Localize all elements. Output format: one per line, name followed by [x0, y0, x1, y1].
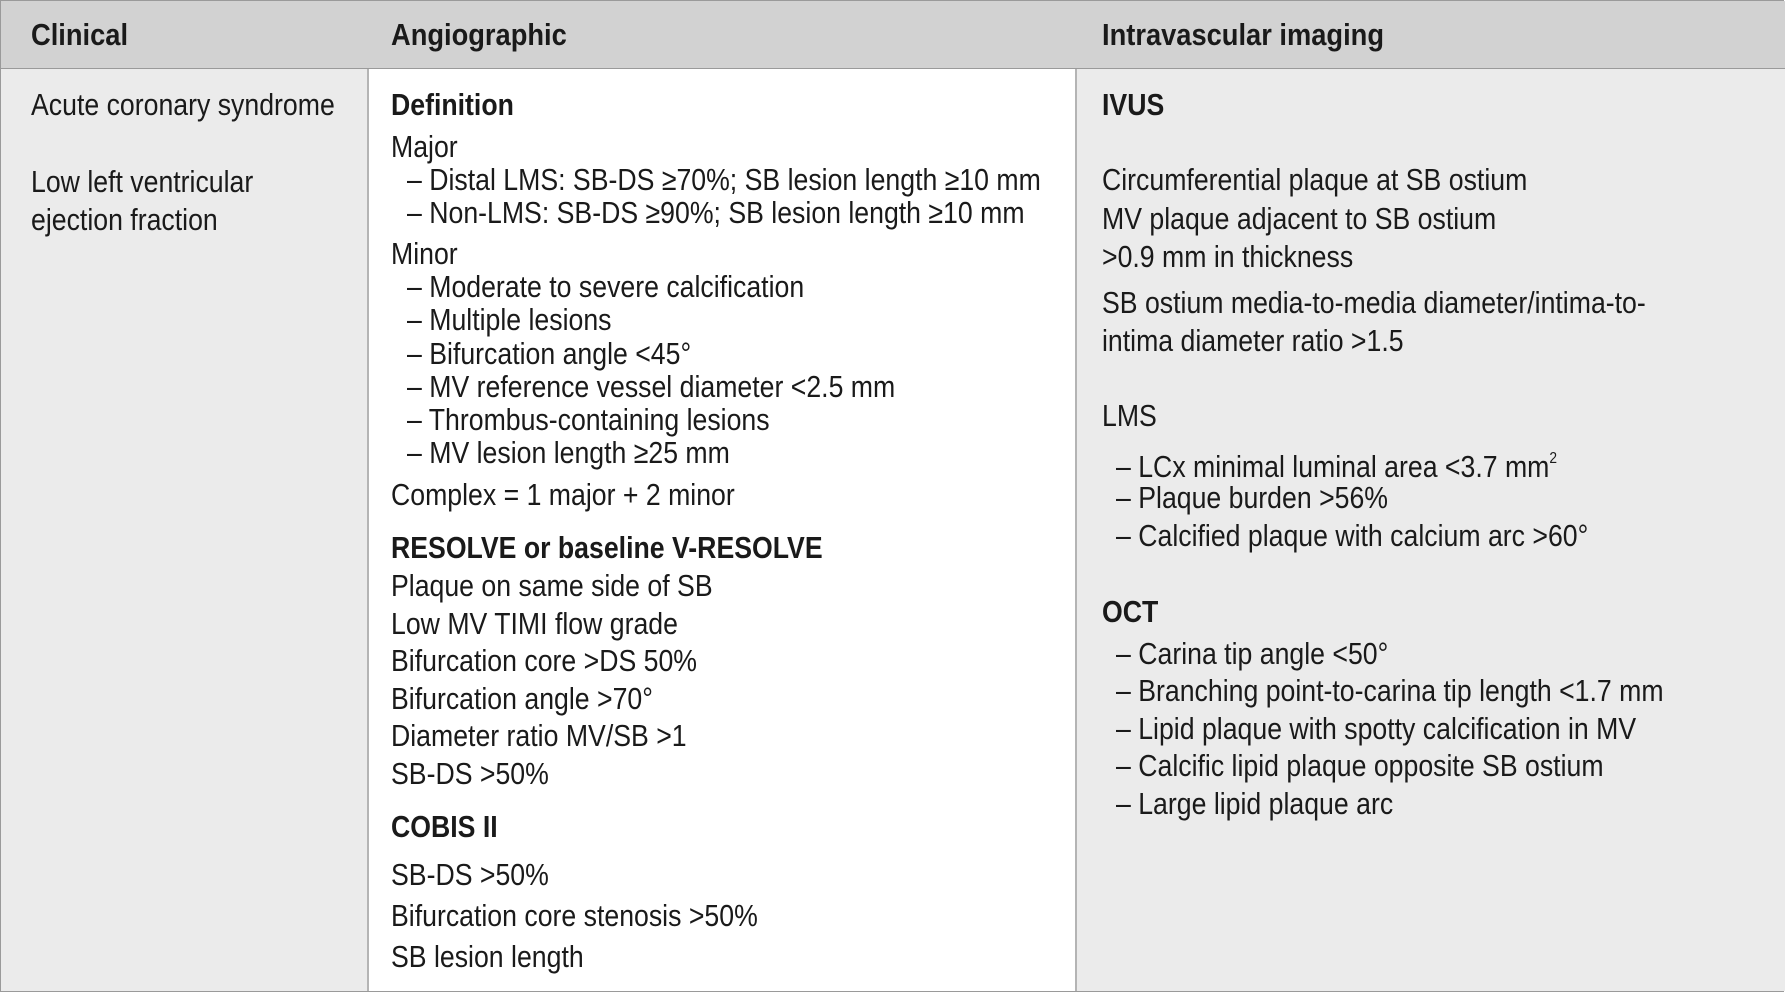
oct-heading: OCT: [1102, 594, 1159, 629]
ivus-item: Circumferential plaque at SB ostium: [1102, 162, 1528, 197]
resolve-heading: RESOLVE or baseline V-RESOLVE: [391, 530, 823, 565]
ivus-item: SB ostium media-to-media diameter/intima-to-: [1102, 285, 1646, 320]
resolve-item: SB-DS >50%: [391, 756, 549, 791]
resolve-item: Low MV TIMI flow grade: [391, 606, 678, 641]
header-intravascular: Intravascular imaging: [1102, 17, 1384, 52]
resolve-item: Plaque on same side of SB: [391, 568, 713, 603]
cobis-item: Bifurcation core stenosis >50%: [391, 898, 758, 933]
cobis-item: SB-DS >50%: [391, 857, 549, 892]
lms-item: – Calcified plaque with calcium arc >60°: [1116, 518, 1589, 553]
minor-item: – Bifurcation angle <45°: [407, 336, 692, 371]
cobis-heading: COBIS II: [391, 809, 498, 844]
column-intravascular: [1077, 69, 1785, 991]
resolve-item: Diameter ratio MV/SB >1: [391, 718, 687, 753]
minor-item: – Thrombus-containing lesions: [407, 402, 770, 437]
column-angiographic: [367, 69, 1077, 991]
lms-item: [1116, 441, 1557, 485]
major-item: – Non-LMS: SB-DS ≥90%; SB lesion length ≥10 mm: [407, 195, 1025, 230]
oct-item: – Large lipid plaque arc: [1116, 786, 1394, 821]
header-clinical: Clinical: [31, 17, 129, 52]
minor-item: – MV lesion length ≥25 mm: [407, 435, 730, 470]
ivus-item: MV plaque adjacent to SB ostium: [1102, 201, 1497, 236]
clinical-item-acs: Acute coronary syndrome: [31, 87, 335, 122]
superscript: 2: [1549, 450, 1558, 467]
clinical-item-lvef-line1: Low left ventricular: [31, 164, 254, 199]
column-clinical: [1, 69, 367, 991]
header-angiographic: Angiographic: [391, 17, 567, 52]
cobis-item: SB lesion length: [391, 939, 584, 974]
major-item: – Distal LMS: SB-DS ≥70%; SB lesion length ≥10 mm: [407, 162, 1041, 197]
minor-item: – Moderate to severe calcification: [407, 269, 805, 304]
complex-definition: Complex = 1 major + 2 minor: [391, 477, 735, 512]
ivus-item: intima diameter ratio >1.5: [1102, 323, 1404, 358]
minor-item: – MV reference vessel diameter <2.5 mm: [407, 369, 896, 404]
clinical-item-lvef-line2: ejection fraction: [31, 202, 218, 237]
ivus-heading: IVUS: [1102, 87, 1165, 122]
major-label: Major: [391, 129, 458, 164]
lms-item-text: – LCx minimal luminal area <3.7 mm: [1116, 449, 1550, 484]
resolve-item: Bifurcation angle >70°: [391, 681, 653, 716]
resolve-item: Bifurcation core >DS 50%: [391, 643, 698, 678]
lms-heading: LMS: [1102, 398, 1157, 433]
minor-label: Minor: [391, 236, 458, 271]
lms-item: – Plaque burden >56%: [1116, 480, 1389, 515]
table-header: [1, 1, 1785, 69]
definition-heading: Definition: [391, 87, 514, 122]
ivus-item: >0.9 mm in thickness: [1102, 239, 1354, 274]
oct-item: – Lipid plaque with spotty calcification in MV: [1116, 711, 1637, 746]
oct-item: – Branching point-to-carina tip length <1.7 mm: [1116, 673, 1664, 708]
minor-item: – Multiple lesions: [407, 302, 612, 337]
oct-item: – Carina tip angle <50°: [1116, 636, 1389, 671]
oct-item: – Calcific lipid plaque opposite SB ostium: [1116, 748, 1604, 783]
